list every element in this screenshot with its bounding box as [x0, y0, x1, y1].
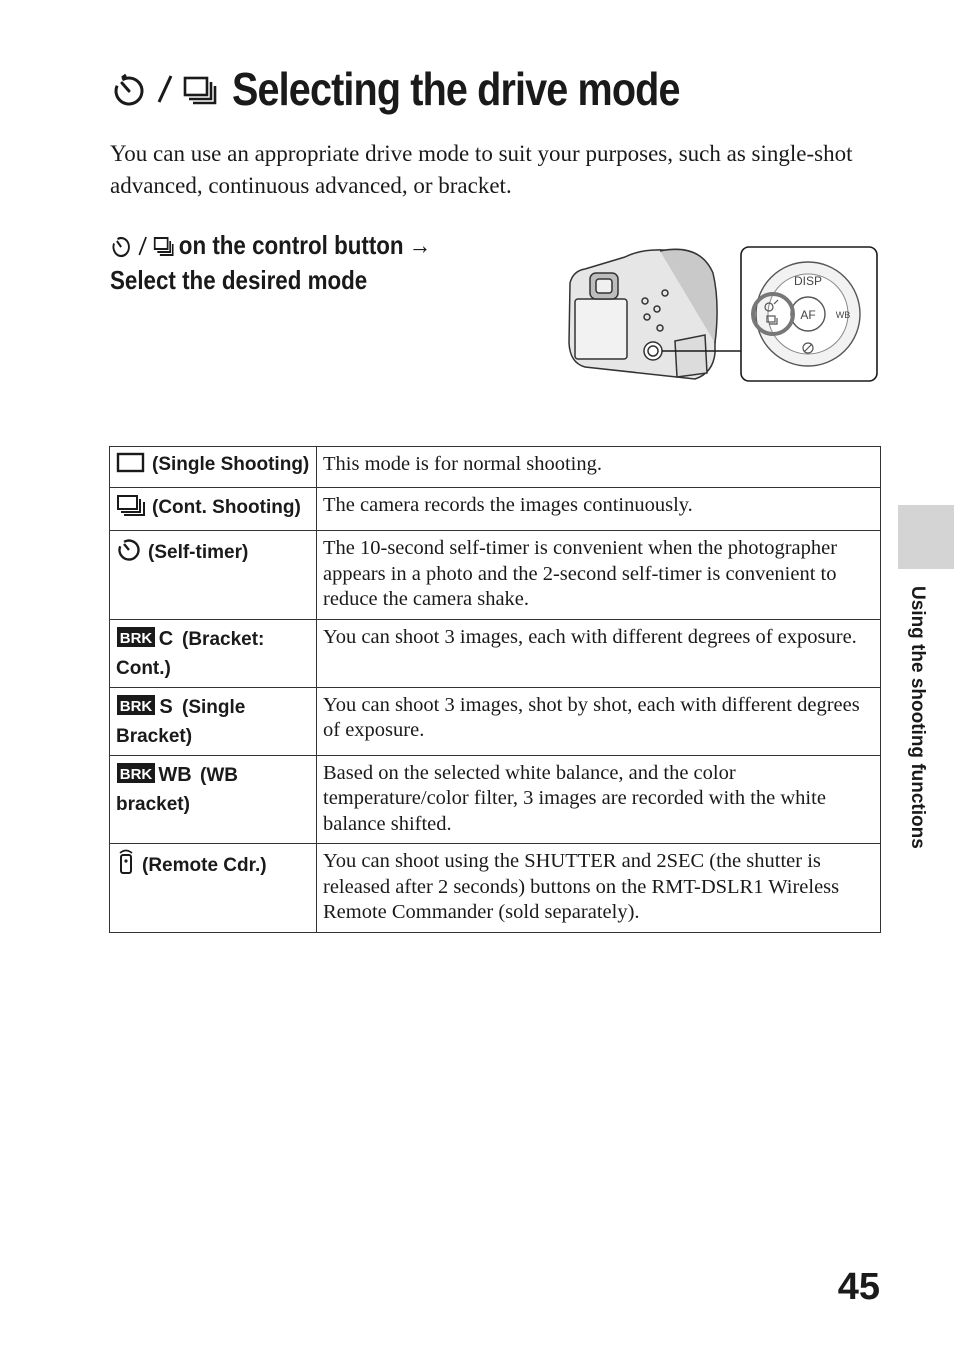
- camera-body-icon: [569, 249, 717, 379]
- mode-cell: [110, 531, 317, 620]
- step-line-1: [110, 228, 471, 263]
- mode-label: (Bracket: Cont.): [116, 628, 265, 679]
- mode-cell: [110, 619, 317, 687]
- section-tab: [898, 505, 954, 569]
- slash-separator-icon: [138, 234, 148, 258]
- continuous-shooting-icon: [116, 493, 146, 524]
- continuous-shooting-icon: [153, 234, 174, 258]
- bracket-letter: WB: [158, 763, 192, 785]
- table-row: [110, 531, 881, 620]
- intro-paragraph: You can use an appropriate drive mode to suit your purposes, such as single-shot advanced, continuous advanced, or bracket.: [110, 141, 853, 198]
- brk-badge-text: BRK: [119, 697, 153, 715]
- mode-description: You can shoot using the SHUTTER and 2SEC (the shutter is released after 2 seconds) buttons on the RMT-DSLR1 Wireless Remote Commander (sold separately).: [317, 844, 881, 933]
- single-shooting-icon: [116, 452, 146, 481]
- mode-description: The 10-second self-timer is convenient when the photographer appears in a photo and the 2-second self-timer is convenient to reduce the camera shake.: [317, 531, 881, 620]
- self-timer-icon: [116, 536, 142, 569]
- table-row: [110, 844, 881, 933]
- mode-label: (Single Bracket): [116, 696, 246, 747]
- table-row: [110, 447, 881, 488]
- camera-illustration: [565, 243, 880, 385]
- mode-label: (Self-timer): [148, 542, 249, 563]
- bracket-cont-icon: [116, 625, 176, 656]
- continuous-shooting-icon: [182, 72, 218, 106]
- mode-label: (Single Shooting): [152, 454, 310, 475]
- mode-cell: [110, 844, 317, 933]
- step-line-2: Select the desired mode: [110, 265, 368, 295]
- self-timer-icon: [110, 70, 148, 108]
- page-number: 45: [837, 1266, 880, 1308]
- table-row: [110, 755, 881, 844]
- self-timer-icon: [110, 233, 132, 259]
- remote-commander-icon: [116, 849, 136, 882]
- mode-description: Based on the selected white balance, and the color temperature/color filter, 3 images are recorded with the white balance shifted.: [317, 755, 881, 844]
- mode-description: This mode is for normal shooting.: [317, 447, 881, 488]
- page-title: Selecting the drive mode: [232, 63, 680, 115]
- slash-separator-icon: [156, 72, 174, 106]
- mode-description: You can shoot 3 images, each with different degrees of exposure.: [317, 619, 881, 687]
- mode-label: (WB bracket): [116, 764, 238, 815]
- af-label: AF: [800, 308, 816, 322]
- mode-cell: [110, 687, 317, 755]
- table-row: [110, 687, 881, 755]
- step-text-1: on the control button: [178, 230, 404, 260]
- mode-description: You can shoot 3 images, shot by shot, each with different degrees of exposure.: [317, 687, 881, 755]
- page-heading: [110, 62, 752, 116]
- brk-badge-text: BRK: [119, 629, 153, 647]
- wb-bracket-icon: [116, 761, 194, 792]
- bracket-letter: S: [159, 695, 173, 717]
- table-row: [110, 619, 881, 687]
- mode-cell: [110, 755, 317, 844]
- section-label: Using the shooting functions: [907, 586, 928, 849]
- mode-label: (Cont. Shooting): [152, 497, 301, 518]
- mode-cell: [110, 447, 317, 488]
- disp-label: DISP: [793, 274, 823, 288]
- mode-label: (Remote Cdr.): [142, 855, 267, 876]
- wb-label: WB: [835, 310, 851, 320]
- bracket-letter: C: [158, 627, 174, 649]
- brk-badge-text: BRK: [119, 765, 153, 783]
- arrow-icon: →: [408, 230, 432, 260]
- mode-description: The camera records the images continuously.: [317, 488, 881, 531]
- mode-cell: [110, 488, 317, 531]
- step-instruction: [110, 228, 530, 298]
- table-row: [110, 488, 881, 531]
- single-bracket-icon: [116, 693, 176, 724]
- drive-mode-table: [109, 446, 881, 933]
